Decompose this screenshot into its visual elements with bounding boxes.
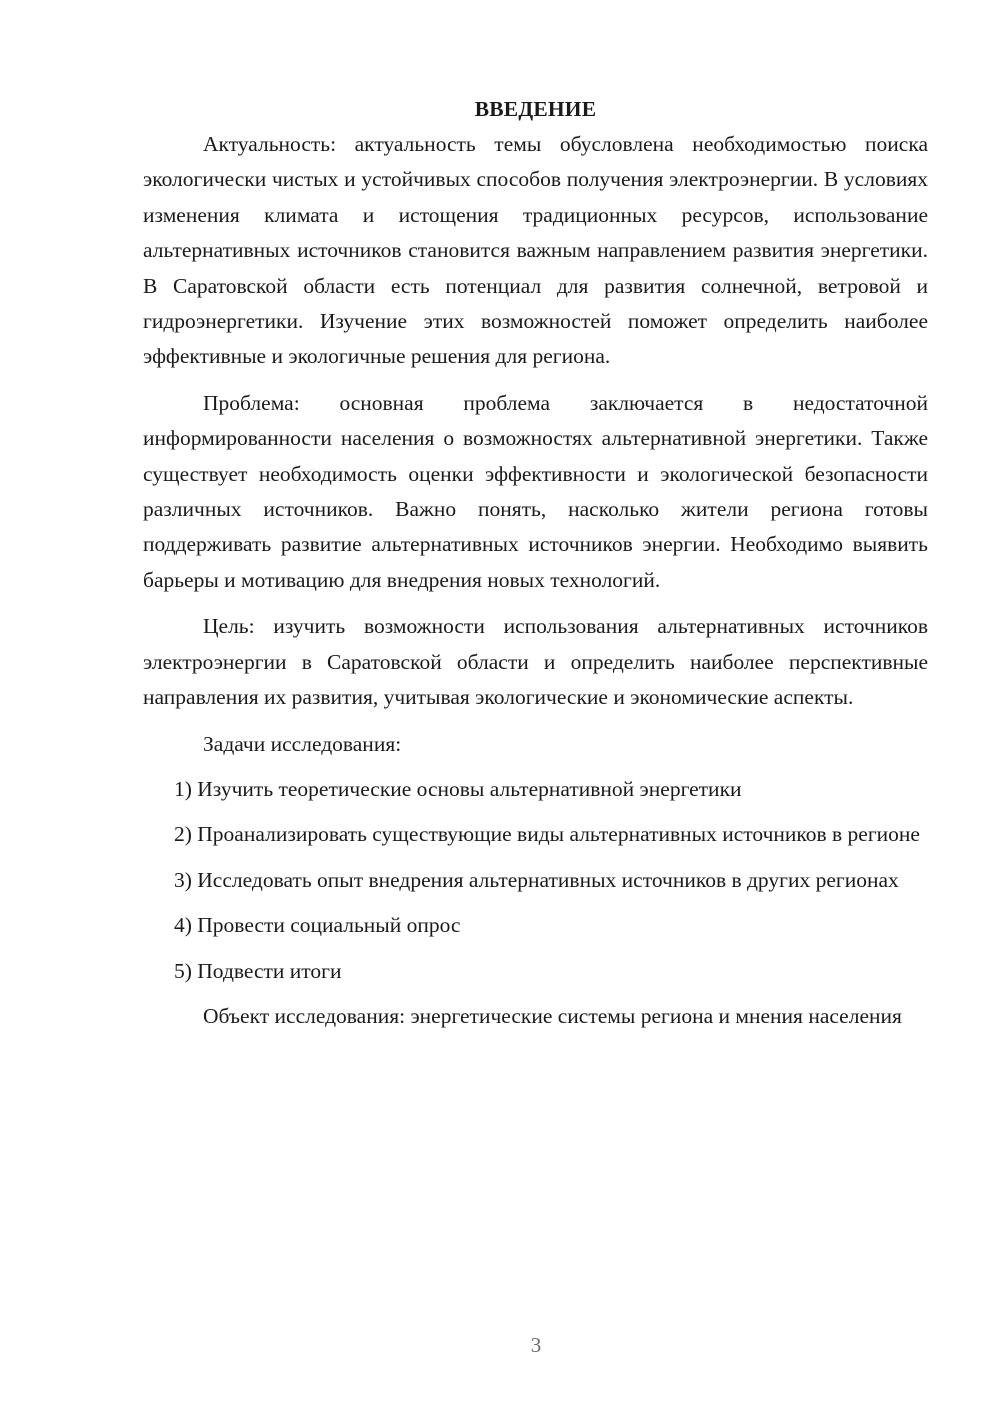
list-item-task-4: 4) Провести социальный опрос	[174, 913, 461, 938]
tasks-heading: Задачи исследования:	[203, 731, 402, 756]
page-content	[143, 92, 928, 1045]
page-number: 3	[530, 1333, 542, 1357]
section-title: ВВЕДЕНИЕ	[474, 97, 597, 121]
list-item-task-2: 2) Проанализировать существующие виды альтернативных источников в регионе	[174, 822, 920, 847]
list-item-task-3: 3) Исследовать опыт внедрения альтернативных источников в других регионах	[174, 867, 899, 892]
paragraph-object: Объект исследования: энергетические системы региона и мнения населения	[203, 1003, 902, 1028]
list-item-task-1: 1) Изучить теоретические основы альтернативной энергетики	[174, 776, 742, 801]
paragraph-goal: Цель: изучить возможности использования альтернативных источников электроэнергии в Саратовской области и определить наиболее перспективные направления их развития, учитывая экологические и экономические аспекты.	[143, 614, 928, 710]
paragraph-relevance: Актуальность: актуальность темы обусловлена необходимостью поиска экологически чистых и устойчивых способов получения электроэнергии. В условиях изменения климата и истощения традиционных ресурсов, использование альтернативных источников становится важным направлением развития энергетики. В Саратовской области есть потенциал для развития солнечной, ветровой и гидроэнергетики. Изучение этих возможностей поможет определить наиболее эффективные и экологичные решения для региона.	[143, 132, 928, 369]
paragraph-problem: Проблема: основная проблема заключается в недостаточной информированности населения о возможностях альтернативной энергетики. Также существует необходимость оценки эффективности и экологической безопасности различных источников. Важно понять, насколько жители региона готовы поддерживать развитие альтернативных источников энергии. Необходимо выявить барьеры и мотивацию для внедрения новых технологий.	[143, 390, 928, 592]
list-item-task-5: 5) Подвести итоги	[174, 958, 342, 983]
tasks-list	[143, 772, 928, 989]
